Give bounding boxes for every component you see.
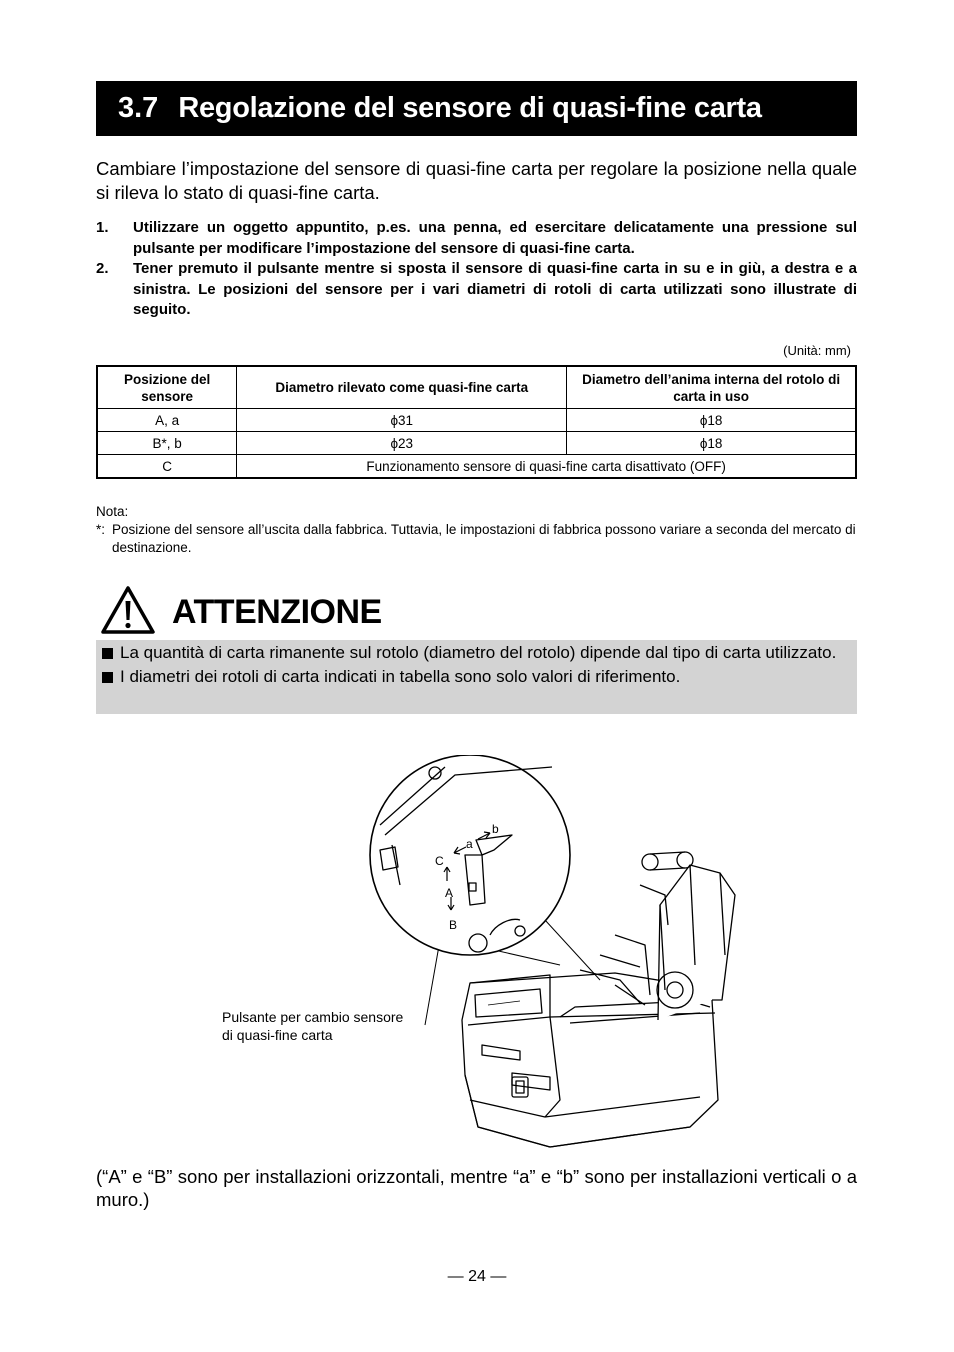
section-title-bar	[96, 81, 857, 136]
section-number: 3.7	[118, 92, 159, 124]
step-text: Tener premuto il pulsante mentre si sposta il sensore di quasi-fine carta in su e in giù, a destra e a sinistra. Le posizioni del sensore per i vari diametri di rotoli di carta utilizzati sono illustrate di seguito.	[133, 260, 857, 318]
step-item	[96, 259, 857, 321]
table-cell: ϕ31	[237, 409, 567, 432]
square-bullet-icon	[102, 666, 120, 690]
table-row	[97, 432, 856, 455]
figure-label	[222, 1008, 403, 1044]
table-cell: C	[97, 455, 237, 479]
sensor-detail-circle	[370, 755, 570, 955]
note-label: Nota:	[96, 504, 129, 519]
warning-triangle-icon	[100, 585, 156, 640]
table-cell: B*, b	[97, 432, 237, 455]
steps-list	[96, 218, 857, 321]
table-unit: (Unità: mm)	[783, 343, 851, 358]
figure-label-line: di quasi-fine carta	[222, 1027, 333, 1043]
table-header: Diametro rilevato come quasi-fine carta	[237, 366, 567, 409]
figure-caption: (“A” e “B” sono per installazioni orizzontali, mentre “a” e “b” sono per installazioni verticali o a muro.)	[96, 1166, 857, 1210]
step-text: Utilizzare un oggetto appuntito, p.es. una penna, ed esercitare delicatamente una pressione sul pulsante per modificare l’impostazione del sensore di quasi-fine carta.	[133, 219, 857, 257]
letter-B: B	[449, 918, 458, 932]
note	[96, 521, 857, 556]
warning-item-text: I diametri dei rotoli di carta indicati in tabella sono solo valori di riferimento.	[120, 666, 681, 686]
table-row	[97, 455, 856, 479]
note-mark: *:	[96, 522, 106, 537]
printer-illustration	[220, 755, 780, 1155]
table-row	[97, 409, 856, 432]
table-header: Posizione del sensore	[97, 366, 237, 409]
step-number: 1.	[96, 219, 109, 236]
letter-a: a	[466, 837, 473, 851]
warning-title: ATTENZIONE	[172, 593, 382, 631]
warning-box	[96, 640, 857, 714]
warning-item-text: La quantità di carta rimanente sul rotolo (diametro del rotolo) dipende dal tipo di carta utilizzato.	[120, 643, 837, 662]
table-cell: ϕ18	[567, 409, 856, 432]
letter-A: A	[445, 886, 454, 900]
table-cell: ϕ18	[567, 432, 856, 455]
letter-b: b	[492, 822, 499, 836]
table-cell: ϕ23	[237, 432, 567, 455]
square-bullet-icon	[102, 642, 120, 666]
table-header-row	[97, 366, 856, 409]
table-header: Diametro dell’anima interna del rotolo di carta in uso	[567, 366, 856, 409]
step-number: 2.	[96, 260, 109, 277]
note-text: Posizione del sensore all’uscita dalla fabbrica. Tuttavia, le impostazioni di fabbrica possono variare a seconda del mercato di destinazione.	[112, 522, 856, 555]
letter-C: C	[435, 854, 444, 868]
table-cell: Funzionamento sensore di quasi-fine carta disattivato (OFF)	[237, 455, 856, 479]
section-title: Regolazione del sensore di quasi-fine carta	[178, 92, 762, 124]
figure-label-line: Pulsante per cambio sensore	[222, 1009, 404, 1025]
sensor-table	[96, 365, 857, 479]
warning-item	[102, 642, 851, 666]
table-cell: A, a	[97, 409, 237, 432]
intro-paragraph: Cambiare l’impostazione del sensore di quasi-fine carta per regolare la posizione nella quale si rileva lo stato di quasi-fine carta.	[96, 158, 857, 203]
warning-item	[102, 666, 851, 690]
page-number: — 24 —	[447, 1268, 507, 1285]
step-item	[96, 218, 857, 259]
warning-header	[100, 585, 382, 640]
